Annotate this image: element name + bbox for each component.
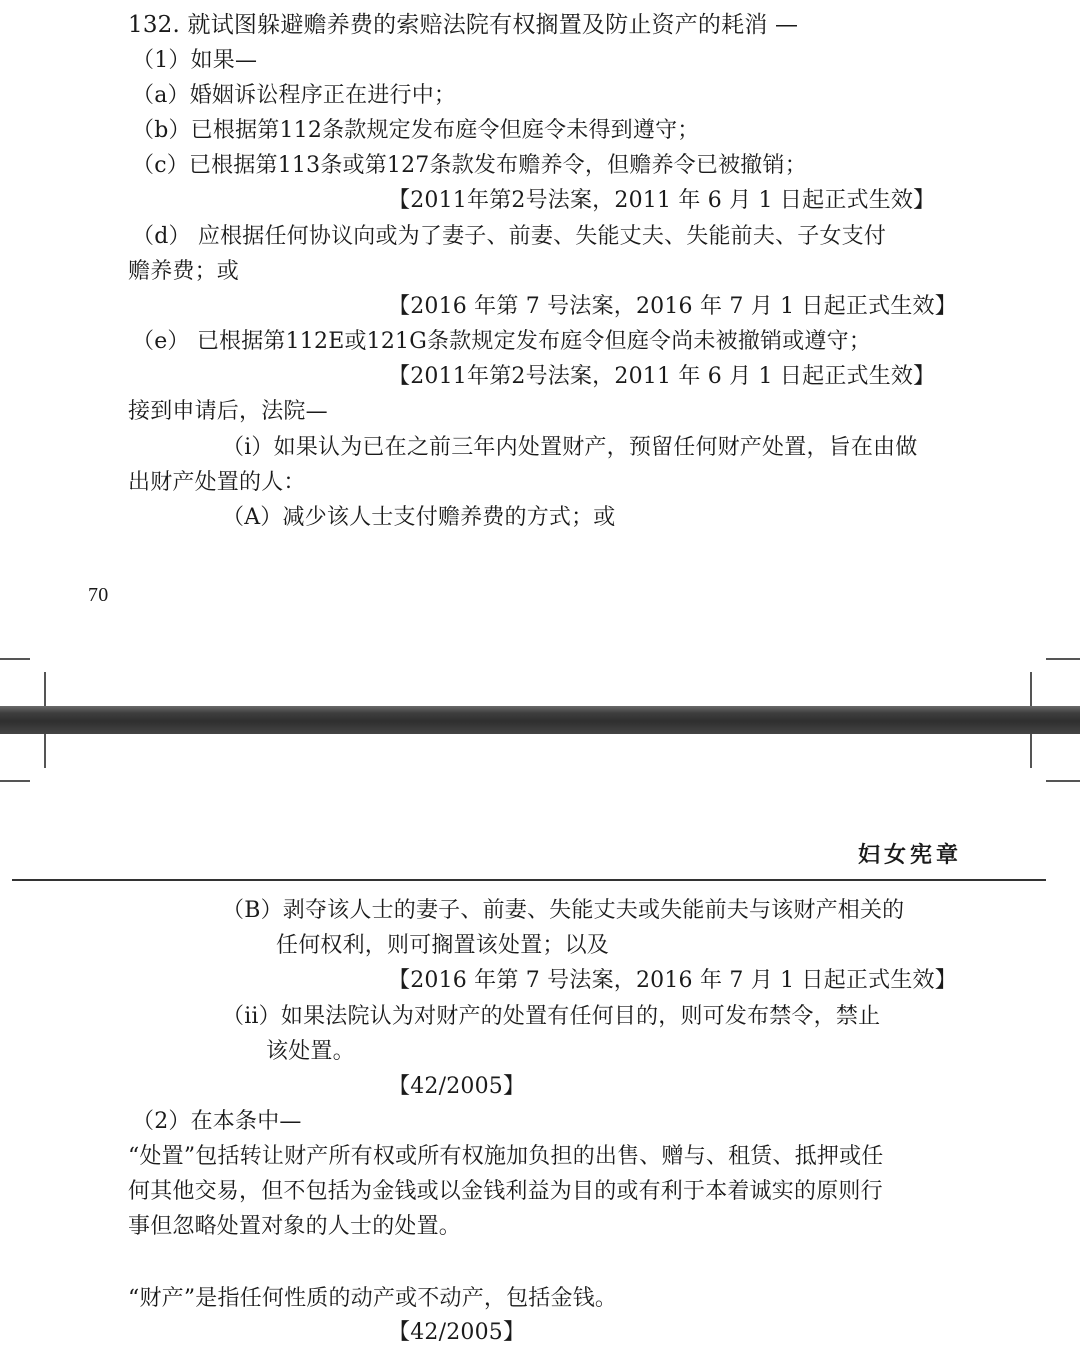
text-line: （d） 应根据任何协议向或为了妻子、前妻、失能丈夫、失能前夫、子女支付 (132, 224, 887, 249)
crop-mark (1046, 658, 1080, 660)
text-line: （2）在本条中— (132, 1109, 302, 1134)
crop-mark (1046, 780, 1080, 782)
amendment-note: 【2011年第2号法案，2011 年 6 月 1 日起正式生效】 (388, 188, 936, 213)
text-line: （B）剥夺该人士的妻子、前妻、失能丈夫或失能前夫与该财产相关的 (222, 898, 905, 923)
text-line: （A）减少该人士支付赡养费的方式；或 (222, 505, 616, 530)
text-line: 事但忽略处置对象的人士的处置。 (128, 1214, 462, 1239)
text-line: （a）婚姻诉讼程序正在进行中； (132, 83, 457, 108)
text-line: 赡养费；或 (128, 259, 240, 284)
amendment-note: 【2016 年第 7 号法案，2016 年 7 月 1 日起正式生效】 (388, 294, 957, 319)
amendment-note: 【42/2005】 (388, 1074, 526, 1099)
crop-mark (0, 658, 30, 660)
text-line: 出财产处置的人： (128, 470, 306, 495)
text-line: 该处置。 (266, 1039, 355, 1064)
page-number: 70 (88, 584, 109, 606)
section-title: 132. 就试图躲避赡养费的索赔法院有权搁置及防止资产的耗消 — (128, 12, 799, 38)
text-line: 任何权利，则可搁置该处置；以及 (276, 933, 610, 958)
text-line: （i）如果认为已在之前三年内处置财产，预留任何财产处置，旨在由做 (222, 435, 918, 460)
running-header: 妇女宪章 (858, 842, 963, 868)
text-line: （e） 已根据第112E或121G条款规定发布庭令但庭令尚未被撤销或遵守； (132, 329, 872, 354)
text-line: （1）如果— (132, 48, 258, 73)
text-line: （ii）如果法院认为对财产的处置有任何目的，则可发布禁令，禁止 (222, 1004, 881, 1029)
text-line: “处置”包括转让财产所有权或所有权施加负担的出售、赠与、租赁、抵押或任 (128, 1144, 884, 1169)
text-line: 何其他交易，但不包括为金钱或以金钱利益为目的或有利于本着诚实的原则行 (128, 1179, 883, 1204)
text-line: （b）已根据第112条款规定发布庭令但庭令未得到遵守； (132, 118, 700, 143)
amendment-note: 【42/2005】 (388, 1320, 526, 1345)
page-gutter-bar (0, 706, 1080, 734)
amendment-note: 【2011年第2号法案，2011 年 6 月 1 日起正式生效】 (388, 364, 936, 389)
text-line: （c）已根据第113条或第127条款发布赡养令，但赡养令已被撤销； (132, 153, 807, 178)
amendment-note: 【2016 年第 7 号法案，2016 年 7 月 1 日起正式生效】 (388, 968, 957, 993)
text-line: 接到申请后，法院— (128, 399, 328, 424)
text-line: “财产”是指任何性质的动产或不动产，包括金钱。 (128, 1286, 618, 1311)
crop-mark (0, 780, 30, 782)
header-rule (12, 879, 1046, 881)
